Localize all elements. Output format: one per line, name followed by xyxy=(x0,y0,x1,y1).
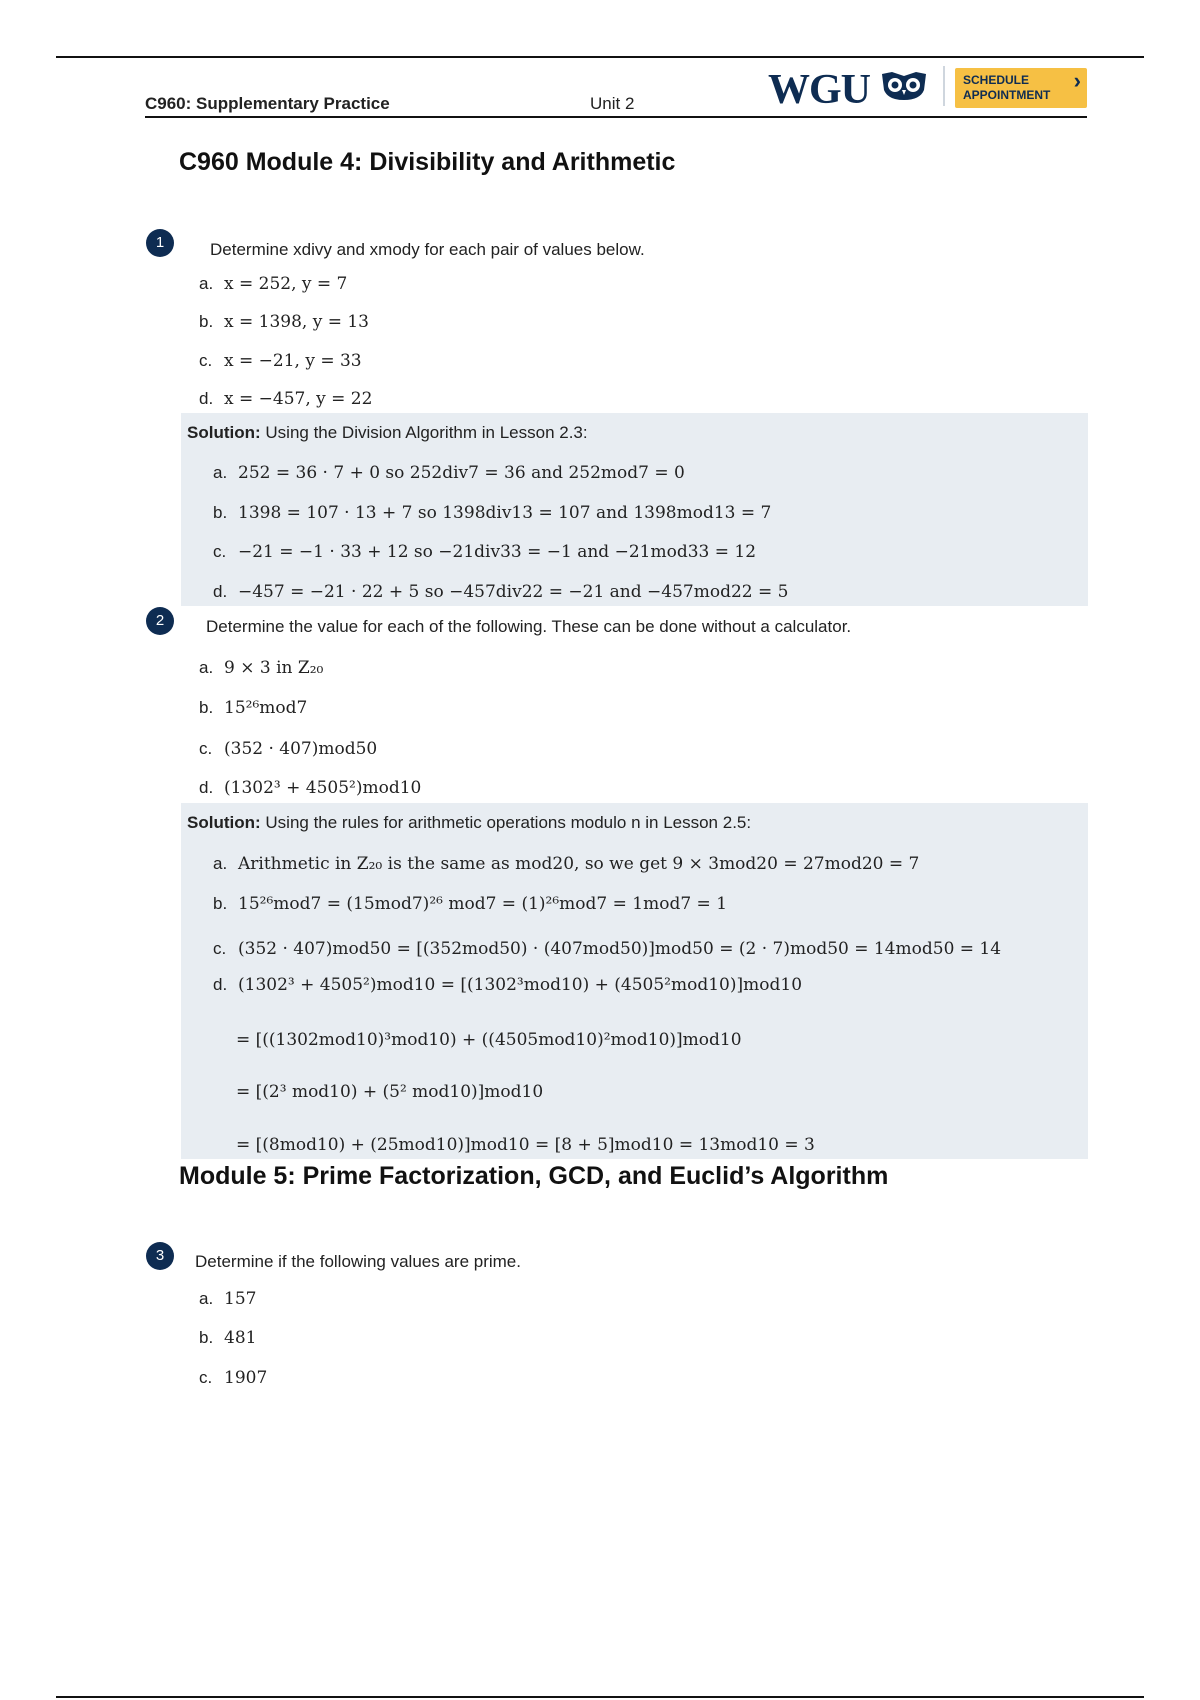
question-1-prompt: Determine xdivy and xmody for each pair of values below. xyxy=(210,240,645,259)
question-3-prompt: Determine if the following values are prime. xyxy=(195,1252,521,1271)
unit-label: Unit 2 xyxy=(590,94,635,113)
q2-solution-b: b. 15²⁶mod7 = (15mod7)²⁶ mod7 = (1)²⁶mod7 = 1mod7 = 1 xyxy=(213,894,728,914)
course-title: C960: Supplementary Practice xyxy=(145,94,390,113)
q2-item-a: a. 9 × 3 in Z₂₀ xyxy=(199,658,324,678)
chevron-right-icon: › xyxy=(1073,68,1081,93)
wgu-logo: WGU xyxy=(768,67,870,113)
q1-solution-c: c. −21 = −1 · 33 + 12 so −21div33 = −1 and −21mod33 = 12 xyxy=(213,542,757,562)
owl-icon xyxy=(880,70,928,102)
page-header xyxy=(145,62,1087,118)
schedule-appointment-button[interactable] xyxy=(955,68,1087,108)
q3-item-a: a. 157 xyxy=(199,1289,257,1309)
schedule-line1: SCHEDULE xyxy=(963,73,1030,87)
q2-item-d: d. (1302³ + 4505²)mod10 xyxy=(199,778,422,798)
q2-item-b: b. 15²⁶mod7 xyxy=(199,698,308,718)
q2-solution-a: a. Arithmetic in Z₂₀ is the same as mod20, so we get 9 × 3mod20 = 27mod20 = 7 xyxy=(213,854,920,874)
q1-item-c: c. x = −21, y = 33 xyxy=(199,351,362,371)
logo-divider xyxy=(943,66,945,106)
q1-solution-d: d. −457 = −21 · 22 + 5 so −457div22 = −21 and −457mod22 = 5 xyxy=(213,582,789,602)
q1-item-b: b. x = 1398, y = 13 xyxy=(199,312,369,332)
q2-item-c: c. (352 · 407)mod50 xyxy=(199,739,378,759)
bottom-rule xyxy=(56,1696,1144,1698)
question-3-badge: 3 xyxy=(146,1242,174,1270)
module5-title: Module 5: Prime Factorization, GCD, and Euclid’s Algorithm xyxy=(179,1162,889,1190)
q1-solution-a: a. 252 = 36 · 7 + 0 so 252div7 = 36 and 252mod7 = 0 xyxy=(213,463,685,483)
module4-title: C960 Module 4: Divisibility and Arithmetic xyxy=(179,148,676,176)
question-2-badge: 2 xyxy=(146,607,174,635)
top-rule xyxy=(56,56,1144,58)
q3-item-b: b. 481 xyxy=(199,1328,257,1348)
schedule-line2: APPOINTMENT xyxy=(963,88,1051,102)
q1-solution-box xyxy=(181,413,1088,606)
q2-solution-d-step4: = [(8mod10) + (25mod10)]mod10 = [8 + 5]mod10 = 13mod10 = 3 xyxy=(236,1135,815,1155)
q1-item-d: d. x = −457, y = 22 xyxy=(199,389,373,409)
q2-solution-d-step2: = [((1302mod10)³mod10) + ((4505mod10)²mod10)]mod10 xyxy=(236,1030,742,1050)
q2-solution-d: d. (1302³ + 4505²)mod10 = [(1302³mod10) + (4505²mod10)]mod10 xyxy=(213,975,803,995)
q1-item-a: a. x = 252, y = 7 xyxy=(199,274,348,294)
question-2-prompt: Determine the value for each of the following. These can be done without a calculator. xyxy=(206,617,852,636)
question-1-badge: 1 xyxy=(146,229,174,257)
q2-solution-box xyxy=(181,803,1088,1159)
q2-solution-d-step3: = [(2³ mod10) + (5² mod10)]mod10 xyxy=(236,1082,544,1102)
q1-solution-heading: Solution: Using the Division Algorithm in Lesson 2.3: xyxy=(187,423,588,442)
q3-item-c: c. 1907 xyxy=(199,1368,268,1388)
q1-solution-b: b. 1398 = 107 · 13 + 7 so 1398div13 = 107 and 1398mod13 = 7 xyxy=(213,503,772,523)
q2-solution-c: c. (352 · 407)mod50 = [(352mod50) · (407mod50)]mod50 = (2 · 7)mod50 = 14mod50 = 14 xyxy=(213,939,1002,959)
q2-solution-heading: Solution: Using the rules for arithmetic operations modulo n in Lesson 2.5: xyxy=(187,813,752,832)
